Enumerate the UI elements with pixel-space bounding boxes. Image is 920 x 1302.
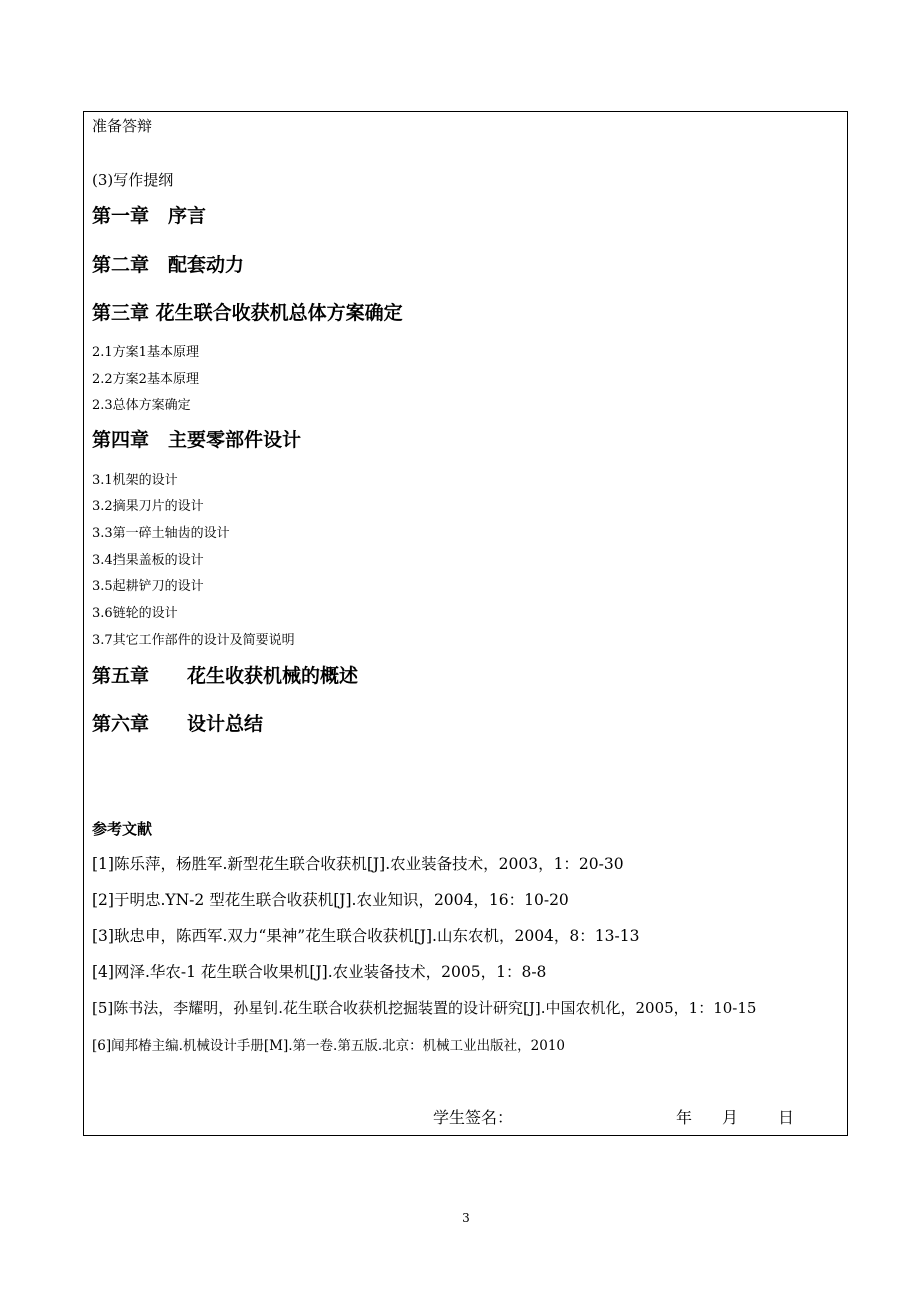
chapter-4-item: 3.6链轮的设计: [92, 606, 178, 621]
reference-item: [6]闻邦椿主编.机械设计手册[M].第一卷.第五版.北京：机械工业出版社，2010: [92, 1038, 566, 1054]
chapter-4-item: 3.5起耕铲刀的设计: [92, 579, 204, 594]
reference-item: [4]网泽.华农-1 花生联合收果机[J].农业装备技术，2005，1：8-8: [92, 963, 547, 981]
student-signature-label: 学生签名：: [433, 1108, 514, 1127]
chapter-4-item: 3.4挡果盖板的设计: [92, 553, 204, 568]
reference-item: [1]陈乐萍，杨胜军.新型花生联合收获机[J].农业装备技术，2003，1：20-30: [92, 855, 624, 873]
signature-year: 年: [676, 1108, 693, 1127]
chapter-3-item: 2.1方案1基本原理: [92, 345, 199, 360]
signature-day: 日: [778, 1108, 795, 1127]
reference-item: [5]陈书法，李耀明，孙星钊.花生联合收获机挖掘装置的设计研究[J].中国农机化，2005，1：10-15: [92, 999, 757, 1017]
chapter-3-heading: 第三章 花生联合收获机总体方案确定: [92, 302, 403, 324]
outline-heading: (3)写作提纲: [92, 171, 174, 189]
chapter-4-item: 3.1机架的设计: [92, 473, 178, 488]
chapter-1-heading: 第一章 序言: [92, 205, 207, 227]
chapter-4-heading: 第四章 主要零部件设计: [92, 429, 302, 451]
chapter-4-item: 3.7其它工作部件的设计及简要说明: [92, 633, 295, 648]
page-number: 3: [462, 1211, 470, 1225]
chapter-5-heading: 第五章 花生收获机械的概述: [92, 665, 359, 687]
chapter-6-heading: 第六章 设计总结: [92, 713, 264, 735]
references-heading: 参考文献: [92, 820, 153, 838]
chapter-3-item: 2.3总体方案确定: [92, 398, 191, 413]
chapter-4-item: 3.3第一碎土轴齿的设计: [92, 526, 230, 541]
chapter-3-item: 2.2方案2基本原理: [92, 372, 199, 387]
prepare-defense-text: 准备答辩: [92, 117, 153, 135]
chapter-4-item: 3.2摘果刀片的设计: [92, 499, 204, 514]
reference-item: [2]于明忠.YN-2 型花生联合收获机[J].农业知识，2004，16：10-20: [92, 891, 569, 909]
signature-month: 月: [722, 1108, 739, 1127]
reference-item: [3]耿忠申，陈西军.双力“果神”花生联合收获机[J].山东农机，2004，8：13-13: [92, 927, 640, 945]
chapter-2-heading: 第二章 配套动力: [92, 254, 245, 276]
